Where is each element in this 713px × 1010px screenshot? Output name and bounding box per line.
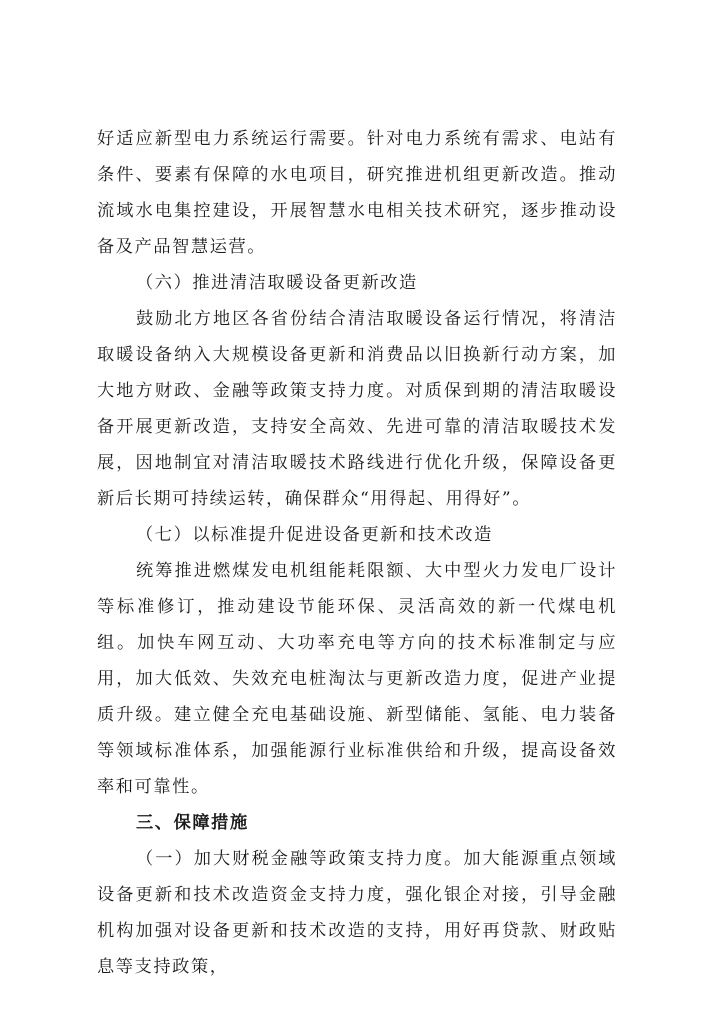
section-heading-safeguards: 三、保障措施 (136, 813, 249, 833)
subheading-standards: （七）以标准提升促进设备更新和技术改造 (136, 525, 493, 545)
fiscal-support-lead: （一）加大财税金融等政策支持力度。 (136, 849, 464, 869)
fiscal-support-body: 加大能源重点领域设备更新和技术改造资金支持力度，强化银企对接，引导金融机构加强对设备更新和技术改造的支持，用好再贷款、财政贴息等支持政策， (97, 849, 618, 977)
subheading-clean-heating: （六）推进清洁取暖设备更新改造 (136, 273, 418, 293)
paragraph-clean-heating: 鼓励北方地区各省份结合清洁取暖设备运行情况，将清洁取暖设备纳入大规模设备更新和消费品以旧换新行动方案，加大地方财政、金融等政策支持力度。对质保到期的清洁取暖设备开展更新改造，支持安全高效、先进可靠的清洁取暖技术发展，因地制宜对清洁取暖技术路线进行优化升级，保障设备更新后长期可持续运转，确保群众“用得起、用得好”。 (97, 309, 617, 509)
paragraph-standards: 统筹推进燃煤发电机组能耗限额、大中型火力发电厂设计等标准修订，推动建设节能环保、灵活高效的新一代煤电机组。加快车网互动、大功率充电等方向的技术标准制定与应用，加大低效、失效充电桩淘汰与更新改造力度，促进产业提质升级。建立健全充电基础设施、新型储能、氢能、电力装备等领域标准体系，加强能源行业标准供给和升级，提高设备效率和可靠性。 (97, 561, 617, 797)
document-body (97, 121, 617, 985)
paragraph-fiscal-support (97, 841, 617, 985)
paragraph-hydropower-continued: 好适应新型电力系统运行需要。针对电力系统有需求、电站有条件、要素有保障的水电项目，研究推进机组更新改造。推动流域水电集控建设，开展智慧水电相关技术研究，逐步推动设备及产品智慧运营。 (97, 129, 617, 257)
